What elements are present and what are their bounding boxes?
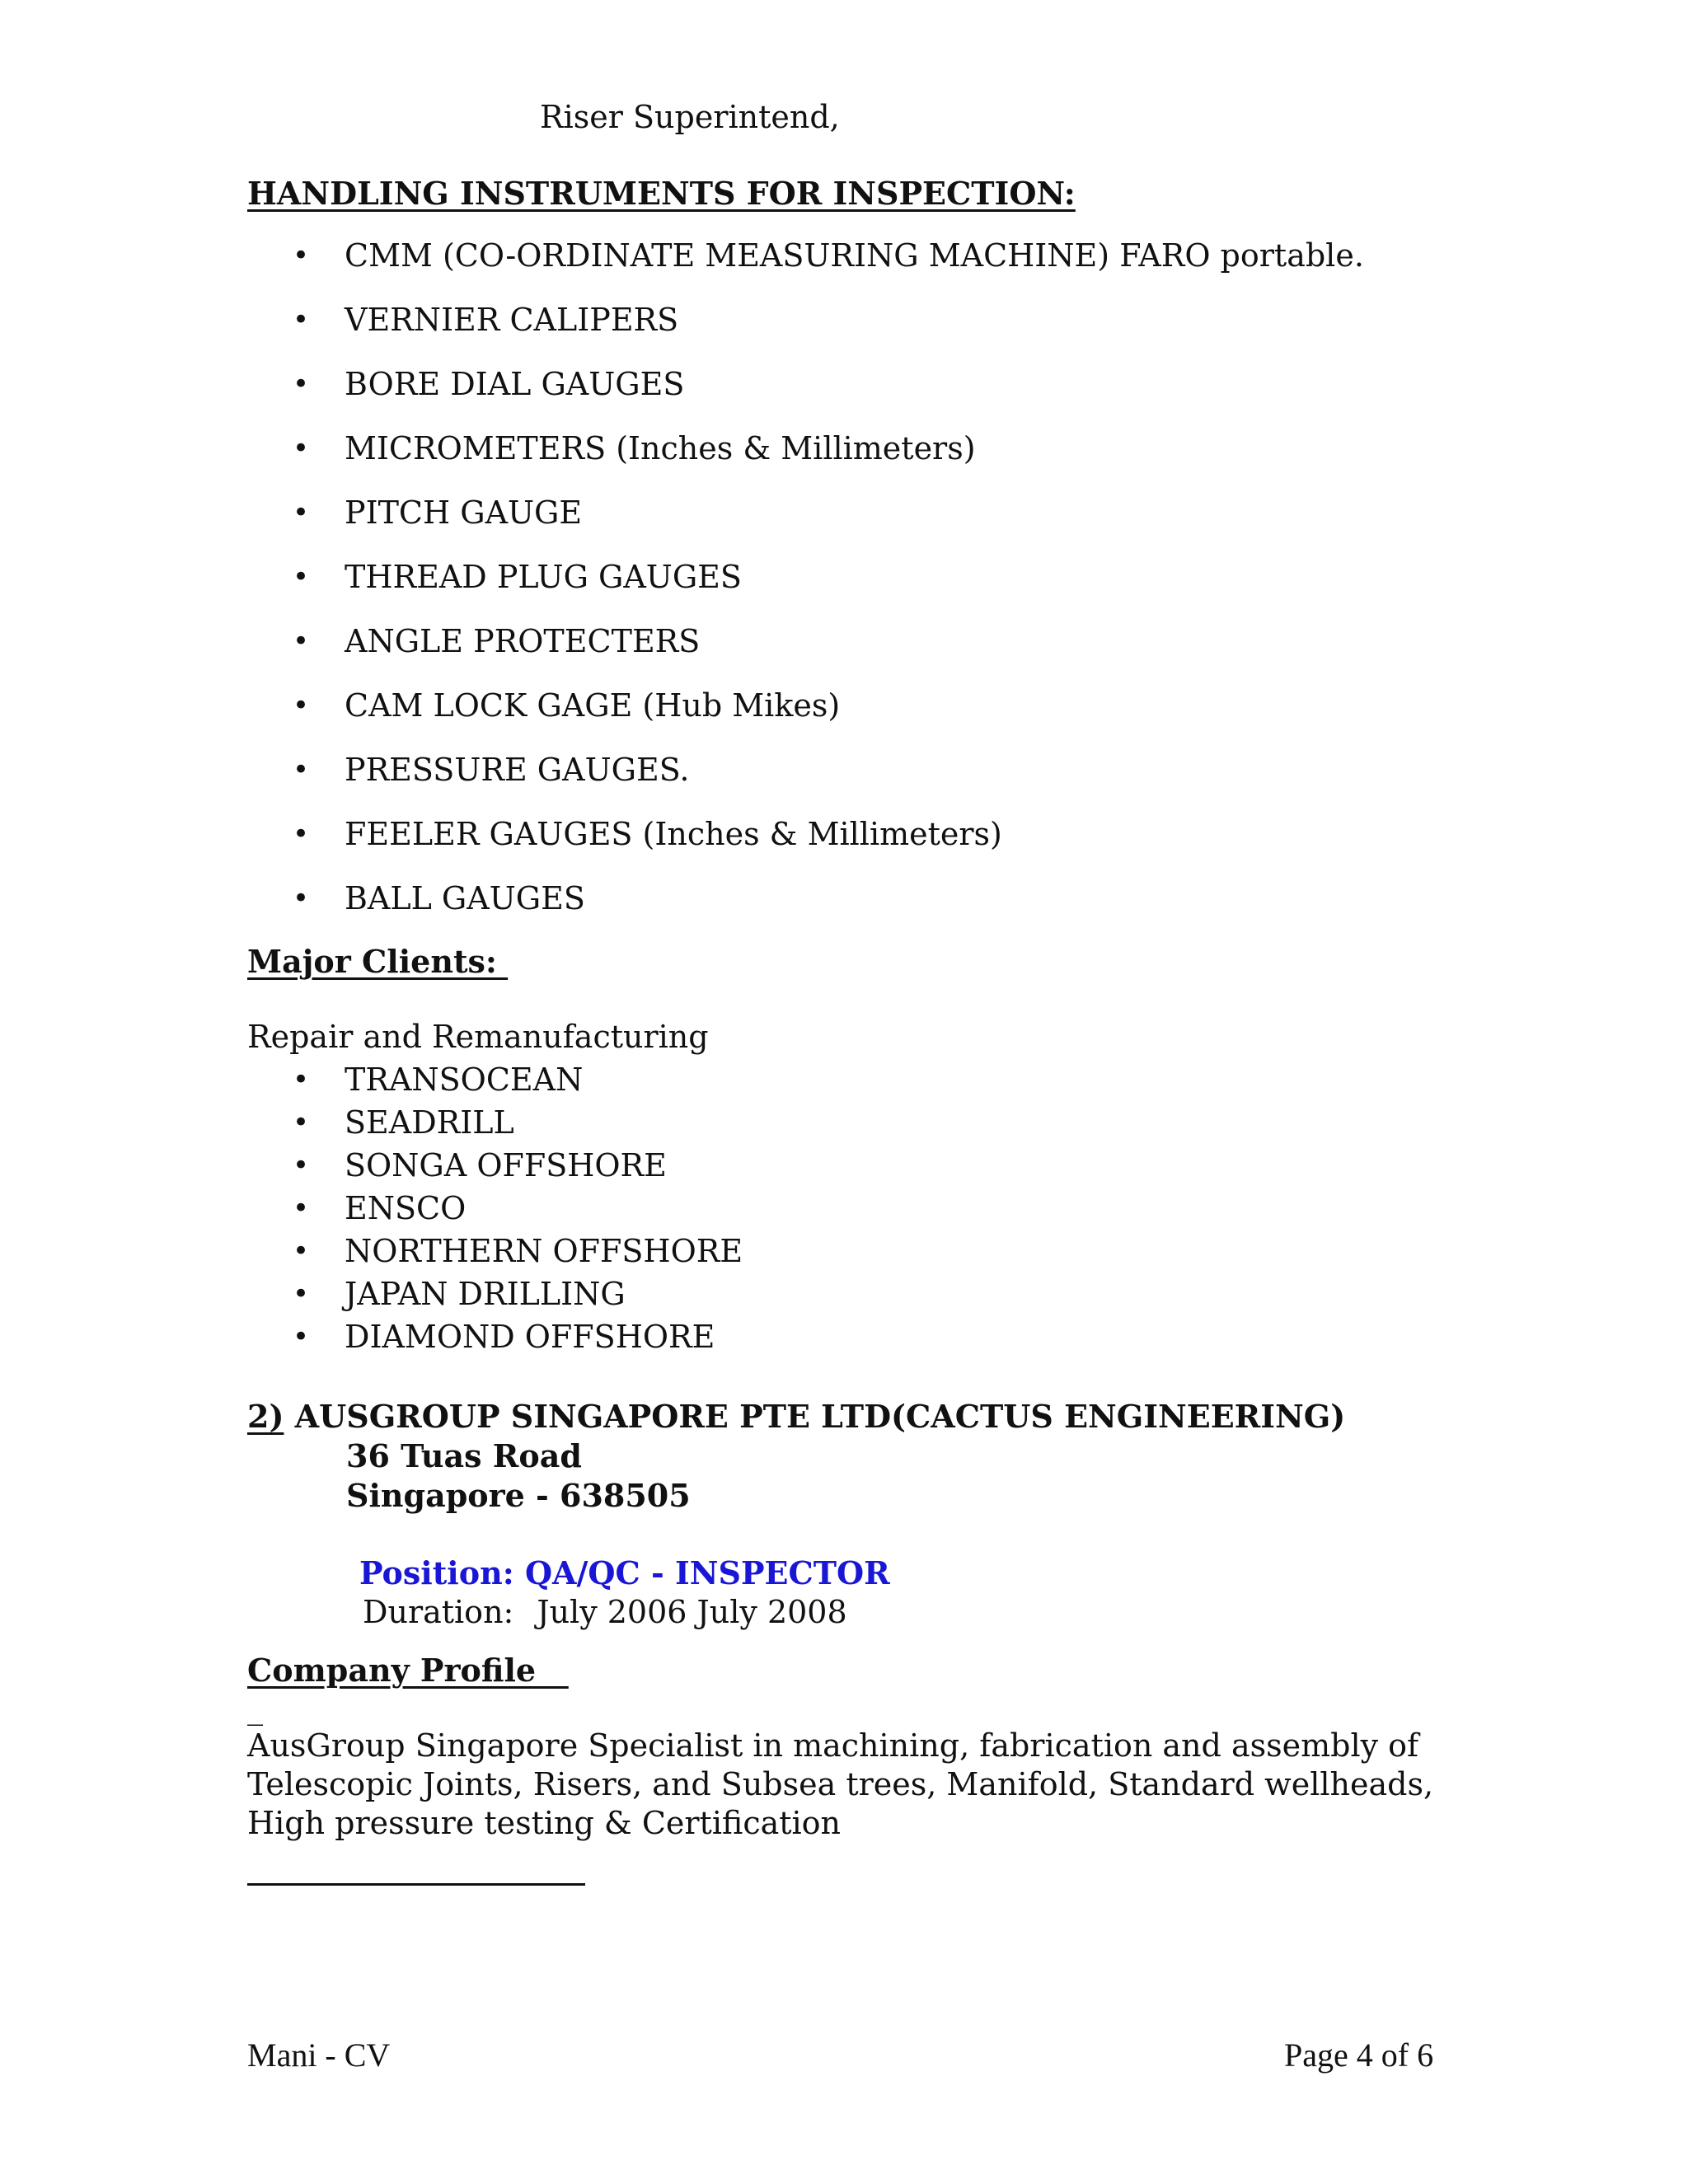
footnote-divider [247,1883,585,1886]
clients-subheading: Repair and Remanufacturing [247,1019,709,1055]
bullet-icon: • [293,303,310,336]
bullet-icon: • [293,882,310,915]
profile-line: High pressure testing & Certification [247,1805,842,1841]
bullet-icon: • [293,432,310,465]
bullet-icon: • [293,818,310,851]
clients-heading: Major Clients: [247,943,509,980]
bullet-icon: • [293,560,310,593]
bullet-icon: • [293,496,310,529]
position-title: Position: QA/QC - INSPECTOR [359,1554,890,1591]
top-line: Riser Superintend, [540,99,840,135]
profile-marker: _ [247,1690,263,1726]
bullet-icon: • [293,1149,310,1182]
bullet-icon: • [293,1277,310,1310]
bullet-icon: • [293,1192,310,1225]
page-number: Page 4 of 6 [1284,2036,1434,2074]
bullet-icon: • [293,1106,310,1139]
bullet-icon: • [293,753,310,786]
employer-title [247,1398,1345,1435]
bullet-icon: • [293,368,310,401]
bullet-icon: • [293,1235,310,1268]
duration-line [363,1594,847,1630]
bullet-icon: • [293,1320,310,1353]
duration-label: Duration: [363,1594,514,1630]
footer-left: Mani - CV [247,2036,391,2074]
profile-heading: Company Profile [247,1652,569,1689]
duration-value: July 2006 July 2008 [537,1594,847,1630]
employer-name: AUSGROUP SINGAPORE PTE LTD(CACTUS ENGINEERING) [284,1398,1346,1435]
instruments-heading: HANDLING INSTRUMENTS FOR INSPECTION: [247,175,1076,212]
employer-address-line2: Singapore - 638505 [346,1477,691,1514]
profile-line: AusGroup Singapore Specialist in machining, fabrication and assembly of [247,1727,1419,1764]
employer-number: 2) [247,1398,284,1435]
profile-line: Telescopic Joints, Risers, and Subsea trees, Manifold, Standard wellheads, [247,1766,1434,1802]
bullet-icon: • [293,1063,310,1096]
bullet-icon: • [293,239,310,272]
bullet-icon: • [293,625,310,658]
bullet-icon: • [293,689,310,722]
cv-page: Riser Superintend, HANDLING INSTRUMENTS FOR INSPECTION: • CMM (CO-ORDINATE MEASURING MACHINE) FARO portable. • VERNIER CALIPERS • BORE DIAL GAUGES • MICROMETERS (Inches & Millimeters) • PITCH GAUGE • THREAD PLUG GAUGES • ANGLE PROTECTERS • CAM LOCK GAGE (Hub Mikes) • PRESSURE GAUGES. • FEELER GAUGES (Inches & Millimeters) • BALL GAUGES Major Clients: Repair and Remanufacturing • TRANSOCEAN • SEADRILL • SONGA OFFSHORE • ENSCO • NORTHERN OFFSHORE • JAPAN DRILLING • DIAMOND OFFSHORE 2) AUSGROUP SINGAPORE PTE LTD(CACTUS ENGINEERING) 36 Tuas Road Singapore - 638505 Position: QA/QC - INSPECTOR Duration: July 2006 July 2008 Company Profile _ AusGroup Singapore Specialist in machining, fabrication and assembly of Telescopic Joints, Risers, and Subsea trees, Manifold, Standard wellheads, High pressure testing & Certification Mani - CV Page 4 of 6 [247,99,1434,2074]
employer-address-line1: 36 Tuas Road [346,1437,582,1474]
